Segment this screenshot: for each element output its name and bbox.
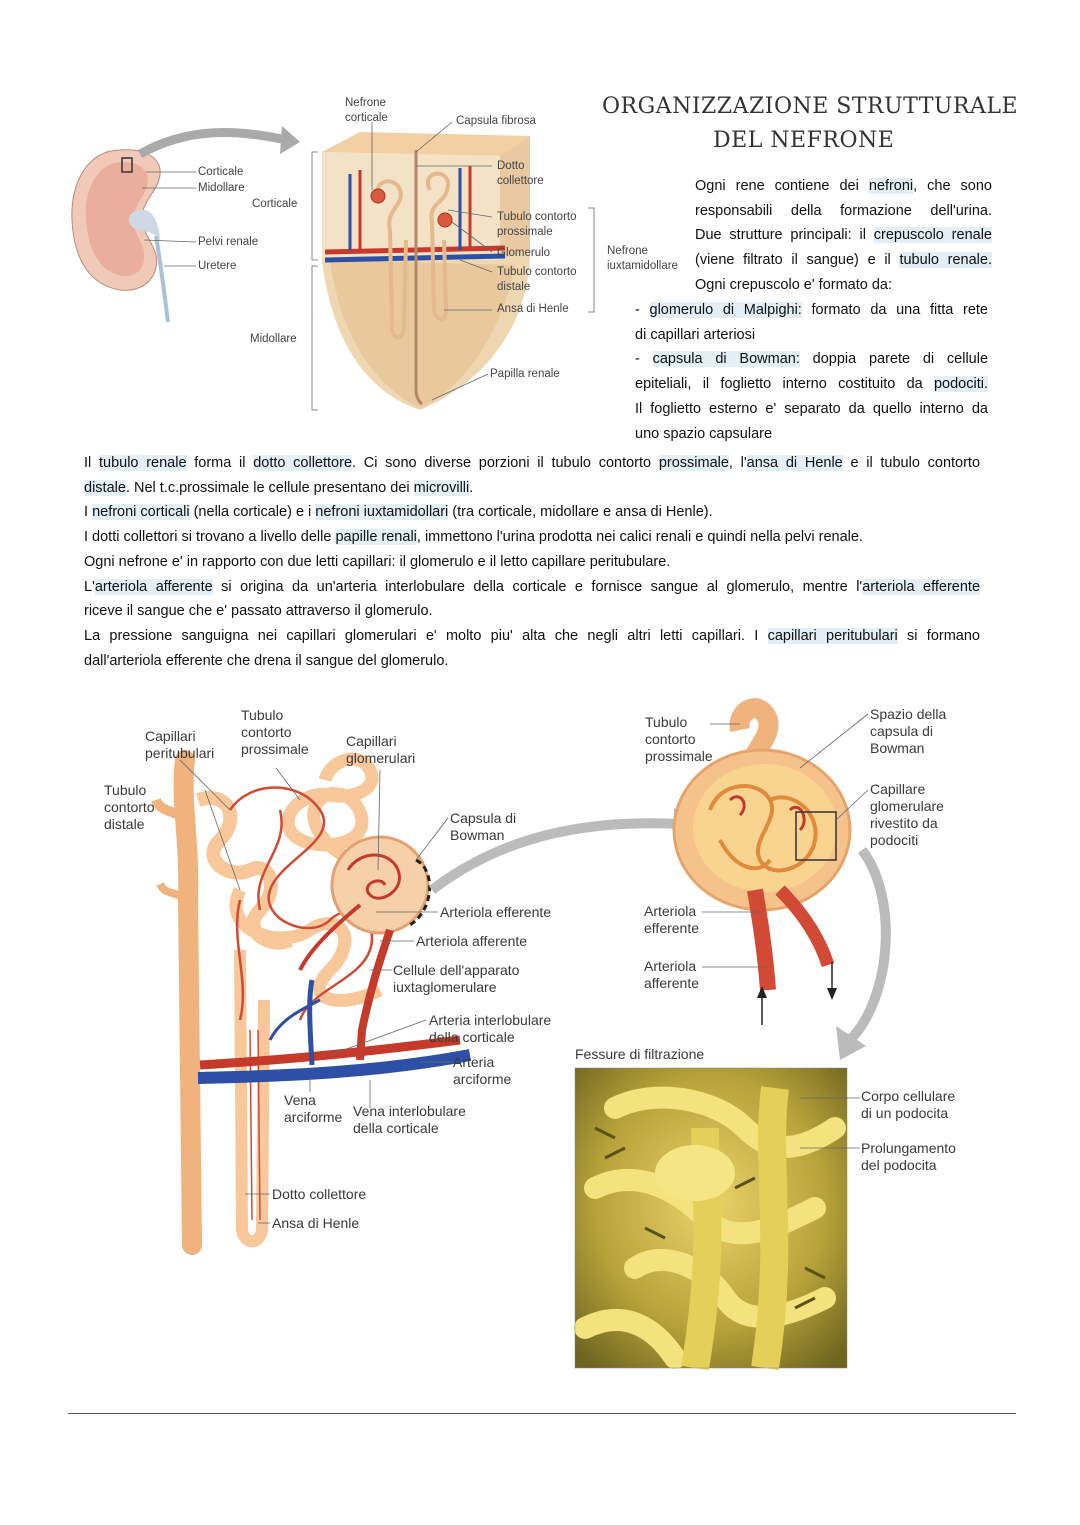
highlighted-term: capsula di Bowman: [652, 351, 800, 368]
label-capillari-peritubulari: Capillari peritubulari [145, 728, 215, 761]
bottom-divider [68, 1413, 1016, 1414]
list-line: epiteliali, il foglietto interno costituito da podociti. [635, 376, 988, 393]
highlighted-term: tubulo renale. [899, 252, 993, 269]
label-nefrone-iuxtamidollare: Nefrone iuxtamidollare [607, 245, 678, 272]
label-corticale-kidney: Corticale [198, 166, 244, 178]
label-pelvi-renale: Pelvi renale [198, 236, 259, 248]
list-line: di capillari arteriosi [635, 326, 756, 343]
label-dotto-collettore: Dotto collettore [497, 160, 544, 187]
list-line: - capsula di Bowman: doppia parete di cellule [635, 351, 989, 368]
highlighted-term: nefroni [868, 178, 914, 194]
label-cellule-iuxtaglomerulare: Cellule dell'apparato iuxtaglomerulare [393, 962, 520, 995]
highlighted-term: tubulo renale [98, 455, 187, 471]
label-dotto-collettore-2: Dotto collettore [272, 1186, 367, 1202]
highlighted-term: crepuscolo renale [873, 227, 992, 244]
body-paragraph [84, 451, 980, 673]
label-uretere: Uretere [198, 260, 237, 272]
body-line: dall'arteriola efferente che drena il sangue del glomerulo. [84, 652, 449, 669]
body-line: L'arteriola afferente si origina da un'arteria interlobulare della corticale e fornisce sangue al glomerulo, mentre l'arteriola efferente [84, 578, 981, 595]
highlighted-term: dotto collettore [253, 455, 353, 471]
label-ansa-henle-2: Ansa di Henle [272, 1215, 360, 1231]
body-line: La pressione sanguigna nei capillari glomerulari e' molto piu' alta che negli altri letti capillari. I capillari peritubulari si formano [84, 627, 980, 644]
label-fessure-filtrazione: Fessure di filtrazione [575, 1046, 705, 1062]
body-line: I nefroni corticali (nella corticale) e i nefroni iuxtamidollari (tra corticale, midollare e ansa di Henle). [84, 504, 713, 521]
list-lines [635, 298, 988, 446]
body-line: Ogni nefrone e' in rapporto con due letti capillari: il glomerulo e il letto capillare peritubulare. [84, 553, 671, 570]
highlighted-term: papille renali [335, 529, 417, 546]
highlighted-term: nefroni iuxtamidollari [315, 504, 449, 521]
body-line: I dotti collettori si trovano a livello delle papille renali, immettono l'urina prodotta nei calici renali e quindi nella pelvi renale. [84, 529, 863, 546]
label-spazio-capsula: Spazio della capsula di Bowman [870, 706, 947, 756]
page-subtitle: DEL NEFRONE [713, 128, 895, 153]
label-corticale-side: Corticale [252, 198, 298, 210]
label-papilla-renale: Papilla renale [490, 368, 560, 380]
label-vena-arciforme: Vena arciforme [284, 1092, 343, 1125]
label-arteriola-afferente: Arteriola afferente [416, 933, 528, 949]
label-arteria-arciforme: Arteria arciforme [453, 1054, 512, 1087]
list-paragraph [635, 298, 988, 446]
kidney-section-figure [60, 90, 660, 420]
label-arteria-interlobulare: Arteria interlobulare della corticale [429, 1012, 552, 1045]
body-line: riceve il sangue che e' passato attraverso il glomerulo. [84, 603, 433, 620]
label-tubulo-prossimale: Tubulo contorto prossimale [497, 211, 577, 238]
highlighted-term: microvilli [413, 479, 470, 496]
list-line: uno spazio capsulare [635, 425, 773, 442]
list-line: Il foglietto esterno e' separato da quello interno da [635, 400, 988, 417]
body-lines [84, 451, 980, 673]
label-capillare-glomerulare: Capillare glomerulare rivestito da podociti [870, 781, 944, 848]
label-arteriola-efferente: Arteriola efferente [440, 904, 552, 920]
label-ansa-henle: Ansa di Henle [497, 303, 569, 315]
highlighted-term: prossimale [658, 455, 729, 471]
highlighted-term: nefroni corticali [92, 504, 190, 521]
label-tubulo-distale-2: Tubulo contorto distale [104, 782, 155, 832]
body-line: distale. Nel t.c.prossimale le cellule presentano dei microvilli. [84, 479, 474, 496]
label-tubulo-prossimale-2: Tubulo contorto prossimale [241, 707, 309, 757]
page-title: ORGANIZZAZIONE STRUTTURALE [602, 94, 1019, 119]
label-tubulo-prossimale-3: Tubulo contorto prossimale [645, 714, 713, 764]
highlighted-term: distale [84, 479, 126, 496]
body-line: Il tubulo renale forma il dotto collettore. Ci sono diverse porzioni il tubulo contorto prossimale, l'ansa di Henle e il tubulo contorto [84, 455, 981, 471]
label-nefrone-corticale: Nefrone corticale [345, 97, 388, 124]
intro-line: Ogni rene contiene dei nefroni, che sono [695, 178, 992, 194]
label-capillari-glomerulari: Capillari glomerulari [346, 733, 416, 766]
highlighted-term: glomerulo di Malpighi: [649, 302, 802, 318]
label-vena-interlobulare: Vena interlobulare della corticale [353, 1103, 466, 1136]
label-arteriola-efferente-3: Arteriola efferente [644, 903, 700, 936]
label-arteriola-afferente-3: Arteriola afferente [644, 958, 700, 991]
highlighted-term: arteriola afferente [94, 578, 213, 595]
list-line: - glomerulo di Malpighi: formato da una fitta rete [635, 302, 988, 318]
label-midollare-kidney: Midollare [198, 182, 245, 194]
intro-line: Due strutture principali: il crepuscolo renale [695, 227, 992, 244]
intro-line: Ogni crepuscolo e' formato da: [695, 276, 893, 293]
label-midollare-side: Midollare [250, 333, 297, 345]
highlighted-term: capillari peritubulari [767, 627, 898, 644]
label-corpo-cellulare: Corpo cellulare di un podocita [861, 1088, 956, 1121]
label-capsula-fibrosa: Capsula fibrosa [456, 115, 536, 127]
highlighted-term: ansa di Henle [746, 455, 843, 471]
label-prolungamento: Prolungamento del podocita [861, 1140, 956, 1173]
intro-lines [695, 174, 992, 298]
intro-line: responsabili della formazione dell'urina. [695, 202, 992, 219]
label-capsula-bowman: Capsula di Bowman [450, 810, 517, 843]
highlighted-term: arteriola efferente [862, 578, 981, 595]
label-glomerulo: Glomerulo [497, 247, 551, 259]
intro-line: (viene filtrato il sangue) e il tubulo renale. [695, 252, 993, 269]
intro-paragraph [695, 174, 992, 298]
label-tubulo-distale: Tubulo contorto distale [497, 266, 577, 293]
highlighted-term: podociti. [933, 376, 988, 393]
